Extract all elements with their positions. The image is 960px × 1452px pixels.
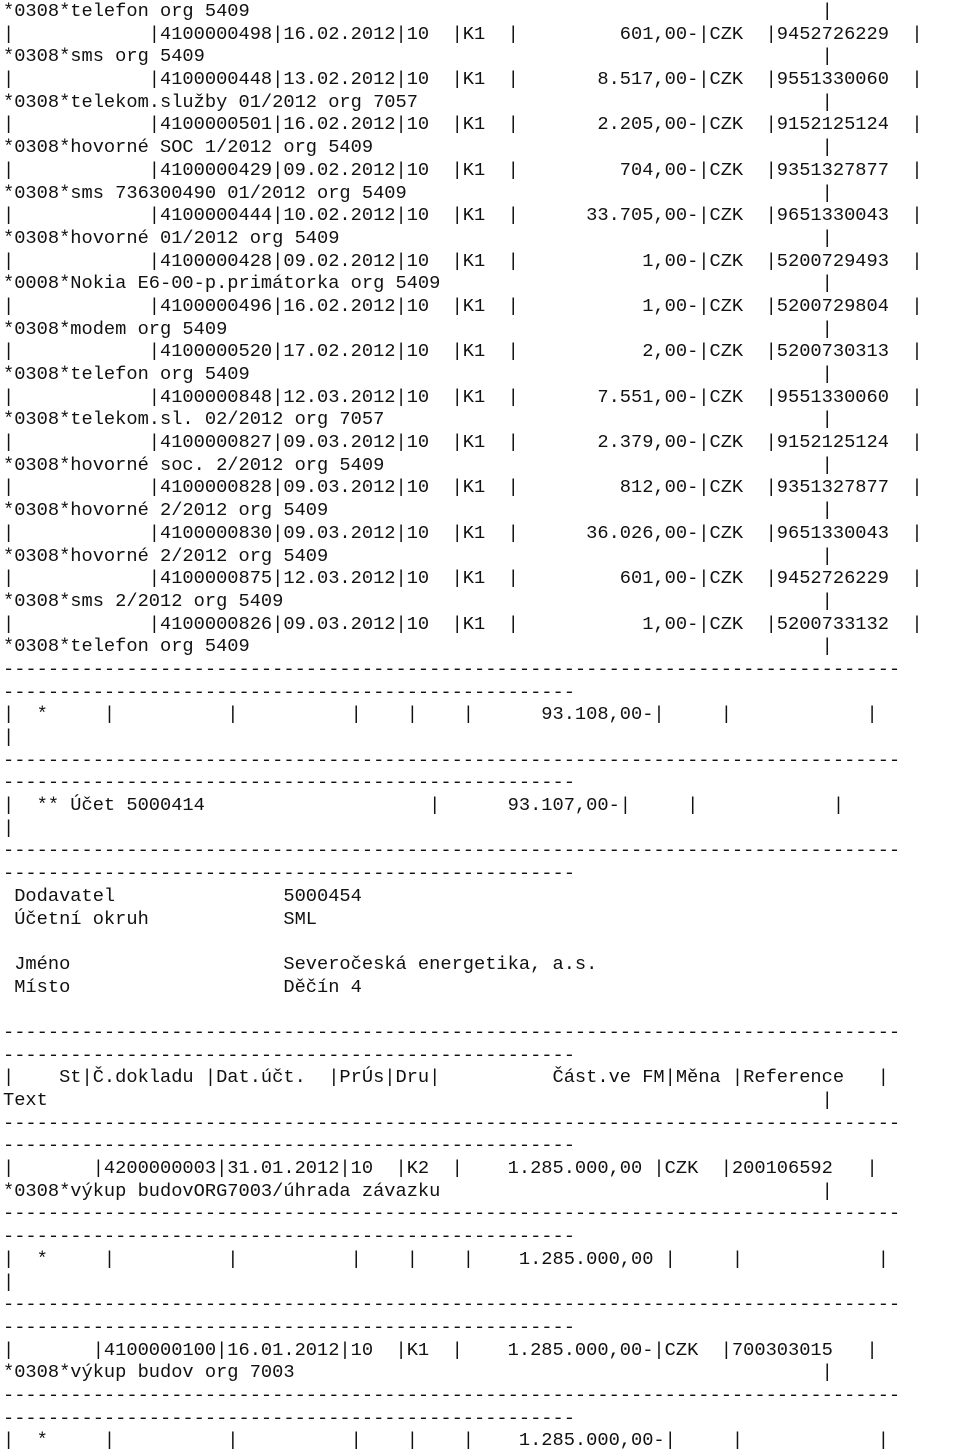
- report-line: | |4100000827|09.03.2012|10 |K1 | 2.379,00-|CZK |9152125124 |: [3, 431, 923, 454]
- report-line: ---------------------------------------------------: [3, 680, 575, 703]
- report-line: | |4100000848|12.03.2012|10 |K1 | 7.551,00-|CZK |9551330060 |: [3, 385, 923, 408]
- report-line: *0308*modem org 5409 |: [3, 317, 833, 340]
- report-line: *0308*telefon org 5409 |: [3, 363, 833, 385]
- report-line: ---------------------------------------------------: [3, 771, 575, 794]
- report-line: *0308*výkup budovORG7003/úhrada závazku |: [3, 1179, 833, 1202]
- report-line: | |4100000496|16.02.2012|10 |K1 | 1,00-|CZK |5200729804 |: [3, 294, 923, 317]
- report-line: Účetní okruh SML: [3, 907, 318, 930]
- report-line: | |4100000429|09.02.2012|10 |K1 | 704,00-|CZK |9351327877 |: [3, 158, 923, 181]
- report-line: *0308*hovorné 01/2012 org 5409 |: [3, 226, 833, 249]
- report-line: ---------------------------------------------------: [3, 1043, 575, 1066]
- report-line: *0308*hovorné 2/2012 org 5409 |: [3, 499, 833, 522]
- report-line: ---------------------------------------------------: [3, 1406, 575, 1429]
- report-line: *0308*hovorné SOC 1/2012 org 5409 |: [3, 136, 833, 159]
- report-line: --------------------------------------------------------------------------------: [3, 657, 901, 680]
- report-line: | |4100000100|16.01.2012|10 |K1 | 1.285.000,00-|CZK |700303015 |: [3, 1338, 878, 1361]
- report-line: Místo Děčín 4: [3, 975, 362, 998]
- report-line: --------------------------------------------------------------------------------: [3, 839, 901, 862]
- report-line: ---------------------------------------------------: [3, 1134, 575, 1157]
- report-line: --------------------------------------------------------------------------------: [3, 1293, 901, 1316]
- report-line: | ** Účet 5000414 | 93.107,00-| | |: [3, 794, 845, 817]
- report-line: | |4100000428|09.02.2012|10 |K1 | 1,00-|CZK |5200729493 |: [3, 249, 923, 272]
- report-line: | |4100000444|10.02.2012|10 |K1 | 33.705,00-|CZK |9651330043 |: [3, 204, 923, 227]
- report-line: --------------------------------------------------------------------------------: [3, 748, 901, 771]
- report-line: *0308*telefon org 5409 |: [3, 0, 833, 22]
- report-line: | |4200000003|31.01.2012|10 |K2 | 1.285.000,00 |CZK |200106592 |: [3, 1157, 878, 1180]
- report-line: --------------------------------------------------------------------------------: [3, 1383, 901, 1406]
- report-line: |: [3, 726, 15, 748]
- report-line: *0308*sms org 5409 |: [3, 45, 833, 68]
- report-line: *0308*telekom.sl. 02/2012 org 7057 |: [3, 408, 833, 431]
- report-line: *0308*hovorné soc. 2/2012 org 5409 |: [3, 453, 833, 476]
- report-line: | * | | | | | 93.108,00-| | |: [3, 703, 878, 726]
- report-line: *0308*výkup budov org 7003 |: [3, 1361, 833, 1384]
- report-line: Dodavatel 5000454: [3, 884, 362, 907]
- report-line: *0308*sms 736300490 01/2012 org 5409 |: [3, 181, 833, 204]
- report-line: | St|Č.dokladu |Dat.účt. |PrÚs|Dru| Část.ve FM|Měna |Reference |: [3, 1066, 889, 1089]
- report-line: | |4100000501|16.02.2012|10 |K1 | 2.205,00-|CZK |9152125124 |: [3, 113, 923, 136]
- report-line: | * | | | | | 1.285.000,00-| | |: [3, 1429, 889, 1452]
- report-line: --------------------------------------------------------------------------------: [3, 1111, 901, 1134]
- report-line: |: [3, 1270, 15, 1293]
- report-line: [3, 930, 960, 953]
- report-line: --------------------------------------------------------------------------------: [3, 1020, 901, 1043]
- report-line: *0308*hovorné 2/2012 org 5409 |: [3, 544, 833, 567]
- report-line: | |4100000828|09.03.2012|10 |K1 | 812,00-|CZK |9351327877 |: [3, 476, 923, 499]
- report-line: ---------------------------------------------------: [3, 1315, 575, 1338]
- report-line: [3, 998, 960, 1021]
- report-line: | |4100000875|12.03.2012|10 |K1 | 601,00-|CZK |9452726229 |: [3, 567, 923, 590]
- report-line: | |4100000830|09.03.2012|10 |K1 | 36.026,00-|CZK |9651330043 |: [3, 521, 923, 544]
- report-line: ---------------------------------------------------: [3, 862, 575, 885]
- report-line: Jméno Severočeská energetika, a.s.: [3, 952, 598, 975]
- report-line: *0308*sms 2/2012 org 5409 |: [3, 589, 833, 612]
- report-line: | |4100000826|09.03.2012|10 |K1 | 1,00-|CZK |5200733132 |: [3, 612, 923, 635]
- report-line: *0308*telefon org 5409 |: [3, 635, 833, 658]
- report-line: | |4100000448|13.02.2012|10 |K1 | 8.517,00-|CZK |9551330060 |: [3, 68, 923, 91]
- report-line: | |4100000520|17.02.2012|10 |K1 | 2,00-|CZK |5200730313 |: [3, 340, 923, 363]
- report-line: *0008*Nokia E6-00-p.primátorka org 5409 |: [3, 272, 833, 295]
- report-line: |: [3, 816, 15, 839]
- report-line: --------------------------------------------------------------------------------: [3, 1202, 901, 1225]
- report-line: *0308*telekom.služby 01/2012 org 7057 |: [3, 90, 833, 113]
- report-line: | * | | | | | 1.285.000,00 | | |: [3, 1247, 889, 1270]
- report-line: Text |: [3, 1089, 833, 1111]
- report-line: | |4100000498|16.02.2012|10 |K1 | 601,00-|CZK |9452726229 |: [3, 22, 923, 45]
- report-line: ---------------------------------------------------: [3, 1225, 575, 1248]
